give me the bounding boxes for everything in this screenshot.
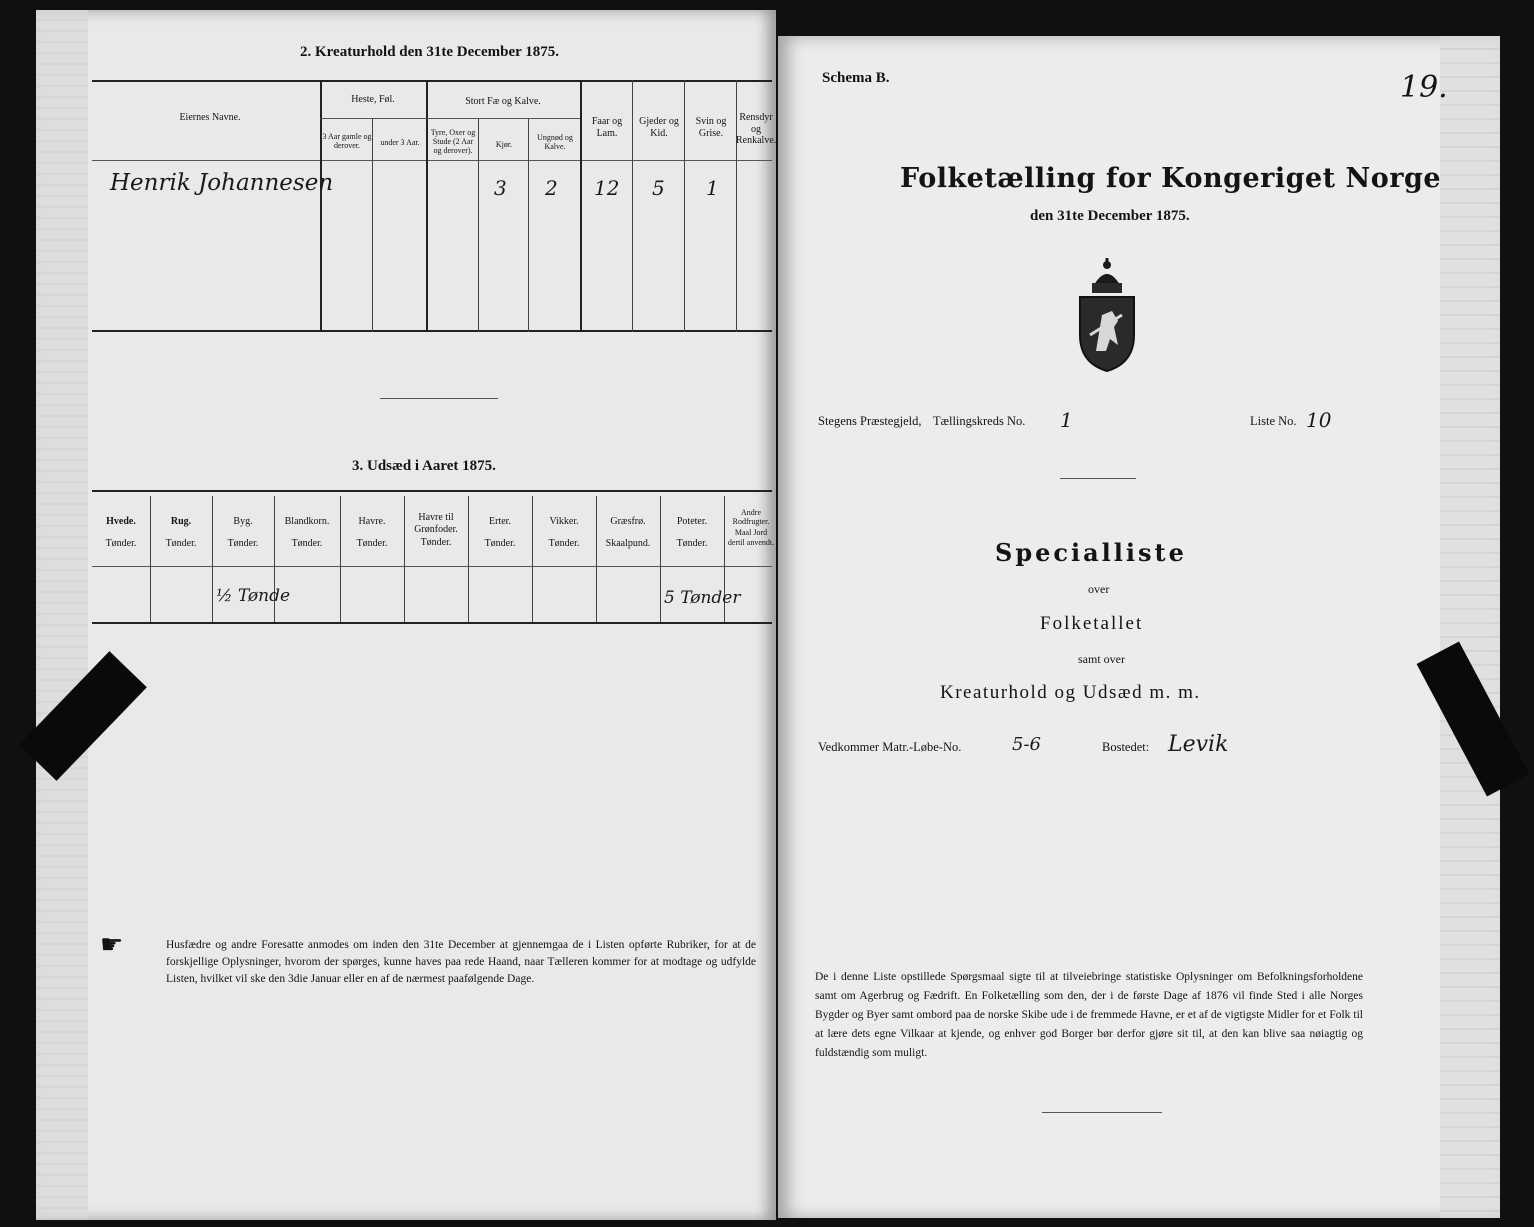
header-grass-seed: Græsfrø. Skaalpund. [605,516,651,549]
header-mixed-grain: Blandkorn. Tønder. [284,516,330,549]
header-young-cattle: Ungnød og Kalve. [537,133,573,152]
table2-col-divider [632,80,633,332]
table3-top-rule [92,490,772,492]
notice-text: Husfædre og andre Foresatte anmodes om inden den 31te December at gjennemgaa de i Listen opførte Rubriker, for at de forskjellige Oplysninger, hvorom der spørges, kunne haves paa rede Haand, naar Tælleren kommer for at modtage og udfylde Listen, hvilket vil ske den 3die Januar eller en af de nærmest paafølgende Dage. [166,939,756,985]
header-peas: Erter. Tønder. [484,516,516,549]
cows-count: 3 [494,176,507,200]
table3-col-divider [150,496,151,622]
table2-bottom-rule [92,330,772,332]
table2-subheader-rule [320,118,426,119]
header-other-root-crops: Andre Rodfrugter. Maal Jord dertil anvendt. [727,508,775,547]
pigs-count: 1 [706,176,719,200]
owner-name: Henrik Johannesen [110,170,334,196]
district-label: Tællingskreds No. [933,414,1026,428]
table2-col-divider [528,118,529,332]
table2-col-divider [478,118,479,332]
header-horses-3yr: 3 Aar gamle og derover. [322,132,372,151]
header-cattle: Stort Fæ og Kalve. [465,96,541,107]
bosted-name: Levik [1168,732,1229,757]
header-horses: Heste, Føl. [351,94,395,105]
list-number: 10 [1306,408,1332,432]
table2-header-rule [92,160,772,161]
norway-coat-of-arms-icon [1072,255,1142,375]
table3-bottom-rule [92,622,772,624]
sheep-count: 12 [594,176,620,200]
table2-subheader-rule [426,118,580,119]
section2-title: 2. Kreaturhold den 31te December 1875. [300,44,559,60]
schema-label: Schema B. [822,70,890,86]
goats-count: 5 [652,176,665,200]
header-bulls-oxen: Tyre, Oxer og Stude (2 Aar og derover). [430,128,476,156]
over-text: over [1088,582,1110,596]
left-page-edge [36,10,88,1220]
header-wheat: Hvede. Tønder. [105,516,137,549]
bosted-label: Bostedet: [1102,740,1150,754]
header-pigs: Svin og Grise. [695,116,727,139]
header-reindeer: Rensdyr og Renkalve. [736,112,776,146]
census-date: den 31te December 1875. [1030,208,1190,224]
table3-col-divider [596,496,597,622]
parish-label: Stegens Præstegjeld, [818,414,922,428]
table2-col-divider [684,80,685,332]
header-cows: Kjør. [495,140,513,149]
divider-short [1060,478,1136,479]
potatoes-amount: 5 Tønder [664,588,741,608]
header-vetch: Vikker. Tønder. [548,516,580,549]
bottom-divider [1042,1112,1162,1113]
barley-amount: ½ Tønde [216,586,291,606]
table3-col-divider [468,496,469,622]
header-horses-under3: under 3 Aar. [380,138,420,147]
table3-col-divider [660,496,661,622]
list-label: Liste No. [1250,414,1297,428]
page-number: 19. [1400,70,1448,105]
table3-header-rule [92,566,772,567]
census-heading: Folketælling for Kongeriget Norge [900,163,1442,194]
district-number: 1 [1060,408,1073,432]
table2-top-rule [92,80,772,82]
matr-number: 5-6 [1012,734,1041,755]
intro-paragraph: De i denne Liste opstillede Spørgsmaal sigte til at tilveiebringe statistiske Oplysninger om Befolkningsforholdene samt om Agerbrug og Fædrift. En Folketælling som den, der i de første Dage af 1876 vil finde Sted i alle Norges Bygder og Byer samt ombord paa de norske Skibe ude i de fremmede Havne, er et af de vigtigste Midler for et Folk til at lære dets egne Vilkaar at kjende, og enhver god Borger bør derfor gjøre sit til, at den kan blive saa nøiagtig og fuldstændig som muligt. [815,971,1363,1059]
livestock-seed-text: Kreaturhold og Udsæd m. m. [940,682,1201,703]
section-separator [380,398,498,399]
table3-col-divider [212,496,213,622]
table3-col-divider [340,496,341,622]
folketallet-text: Folketallet [1040,613,1144,634]
matr-label: Vedkommer Matr.-Løbe-No. [818,740,962,754]
table2-col-divider [372,118,373,332]
samt-over-text: samt over [1078,652,1125,666]
header-oats-green-fodder: Havre til Grønfoder. Tønder. [414,512,458,548]
header-potatoes: Poteter. Tønder. [676,516,708,549]
young-cattle-count: 2 [545,176,558,200]
header-sheep: Faar og Lam. [591,116,623,139]
section3-title: 3. Udsæd i Aaret 1875. [352,458,496,474]
pointing-hand-icon: ☛ [100,930,124,959]
header-owner-names: Eiernes Navne. [179,112,241,123]
special-list-title: Specialliste [995,538,1187,567]
right-page-edge [1440,36,1500,1218]
header-barley: Byg. Tønder. [227,516,259,549]
header-goats: Gjeder og Kid. [639,116,679,139]
table3-col-divider [532,496,533,622]
header-rye: Rug. Tønder. [165,516,197,549]
header-oats: Havre. Tønder. [356,516,388,549]
